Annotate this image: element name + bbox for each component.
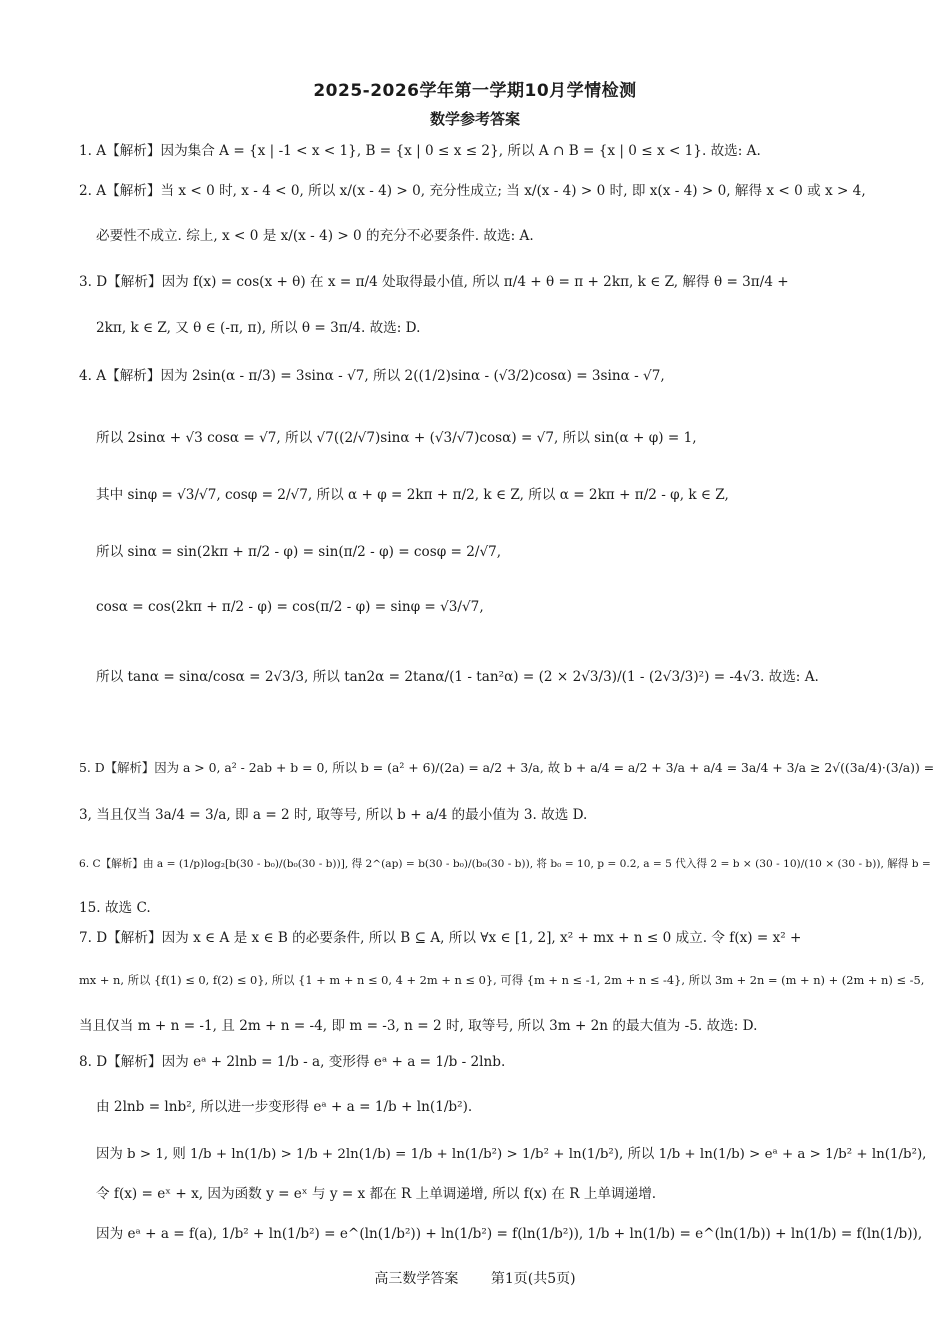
q7-line-1: 7. D【解析】因为 x ∈ A 是 x ∈ B 的必要条件, 所以 B ⊆ A, 所以 ∀x ∈ [1, 2], x² + mx + n ≤ 0 成立. 令 f(x) = x² + <box>79 930 802 946</box>
q4-line-4: 所以 sinα = sin(2kπ + π/2 - φ) = sin(π/2 - φ) = cosφ = 2/√7, <box>96 544 502 560</box>
q4-line-6: 所以 tanα = sinα/cosα = 2√3/3, 所以 tan2α = 2tanα/(1 - tan²α) = (2 × 2√3/3)/(1 - (2√3/3)²) = -4√3. 故选: A. <box>96 669 819 685</box>
q6-line-1: 6. C【解析】由 a = (1/p)log₂[b(30 - b₀)/(b₀(30 - b))], 得 2^(ap) = b(30 - b₀)/(b₀(30 - b)), 将 b₀ = 10, p = 0.2, a = 5 代入得 2 = b × (30 - 10)/(10 × (30 - b)), 解得 b = <box>79 858 931 870</box>
q1-line: 1. A【解析】因为集合 A = {x | -1 < x < 1}, B = {x | 0 ≤ x ≤ 2}, 所以 A ∩ B = {x | 0 ≤ x < 1}. 故选: A. <box>79 143 761 159</box>
q8-line-3: 因为 b > 1, 则 1/b + ln(1/b) > 1/b + 2ln(1/b) = 1/b + ln(1/b²) > 1/b² + ln(1/b²), 所以 1/b + ln(1/b) > eᵃ + a > 1/b² + ln(1/b²), <box>96 1147 927 1162</box>
q8-line-2: 由 2lnb = lnb², 所以进一步变形得 eᵃ + a = 1/b + ln(1/b²). <box>96 1099 473 1115</box>
q8-line-4: 令 f(x) = eˣ + x, 因为函数 y = eˣ 与 y = x 都在 R 上单调递增, 所以 f(x) 在 R 上单调递增. <box>96 1186 657 1202</box>
page-title: 2025-2026学年第一学期10月学情检测 <box>313 81 637 101</box>
q4-line-5: cosα = cos(2kπ + π/2 - φ) = cos(π/2 - φ) = sinφ = √3/√7, <box>96 599 484 615</box>
q4-line-3: 其中 sinφ = √3/√7, cosφ = 2/√7, 所以 α + φ = 2kπ + π/2, k ∈ Z, 所以 α = 2kπ + π/2 - φ, k ∈ Z, <box>96 487 729 503</box>
q8-line-1: 8. D【解析】因为 eᵃ + 2lnb = 1/b - a, 变形得 eᵃ + a = 1/b - 2lnb. <box>79 1054 506 1070</box>
q5-line-2: 3, 当且仅当 3a/4 = 3/a, 即 a = 2 时, 取等号, 所以 b + a/4 的最小值为 3. 故选 D. <box>79 807 588 823</box>
q7-line-3: 当且仅当 m + n = -1, 且 2m + n = -4, 即 m = -3, n = 2 时, 取等号, 所以 3m + 2n 的最大值为 -5. 故选: D. <box>79 1018 758 1034</box>
q6-line-2: 15. 故选 C. <box>79 900 151 916</box>
q4-line-2: 所以 2sinα + √3 cosα = √7, 所以 √7((2/√7)sinα + (√3/√7)cosα) = √7, 所以 sin(α + φ) = 1, <box>96 430 697 446</box>
q3-line-2: 2kπ, k ∈ Z, 又 θ ∈ (-π, π), 所以 θ = 3π/4. 故选: D. <box>96 320 421 336</box>
page-subtitle: 数学参考答案 <box>429 110 520 128</box>
q7-line-2: mx + n, 所以 {f(1) ≤ 0, f(2) ≤ 0}, 所以 {1 + m + n ≤ 0, 4 + 2m + n ≤ 0}, 可得 {m + n ≤ -1, 2m + n ≤ -4}, 所以 3m + 2n = (m + n) + (2m + n) ≤ -5, <box>79 973 925 987</box>
q5-line-1: 5. D【解析】因为 a > 0, a² - 2ab + b = 0, 所以 b = (a² + 6)/(2a) = a/2 + 3/a, 故 b + a/4 = a/2 + 3/a + a/4 = 3a/4 + 3/a ≥ 2√((3a/4)·(3/a)) = <box>79 760 935 775</box>
q8-line-5: 因为 eᵃ + a = f(a), 1/b² + ln(1/b²) = e^(ln(1/b²)) + ln(1/b²) = f(ln(1/b²)), 1/b + ln(1/b) = e^(ln(1/b)) + ln(1/b) = f(ln(1/b)), <box>96 1226 923 1242</box>
footer-page-number: 第1页(共5页) <box>490 1271 576 1287</box>
q3-line-1: 3. D【解析】因为 f(x) = cos(x + θ) 在 x = π/4 处取得最小值, 所以 π/4 + θ = π + 2kπ, k ∈ Z, 解得 θ = 3π/4 + <box>79 274 789 290</box>
q4-line-1: 4. A【解析】因为 2sin(α - π/3) = 3sinα - √7, 所以 2((1/2)sinα - (√3/2)cosα) = 3sinα - √7, <box>79 368 665 384</box>
q2-line-2: 必要性不成立. 综上, x < 0 是 x/(x - 4) > 0 的充分不必要条件. 故选: A. <box>96 228 534 244</box>
page-footer <box>0 1268 950 1288</box>
q2-line-1: 2. A【解析】当 x < 0 时, x - 4 < 0, 所以 x/(x - 4) > 0, 充分性成立; 当 x/(x - 4) > 0 时, 即 x(x - 4) > 0, 解得 x < 0 或 x > 4, <box>79 183 866 199</box>
footer-course-label: 高三数学答案 <box>374 1271 459 1287</box>
